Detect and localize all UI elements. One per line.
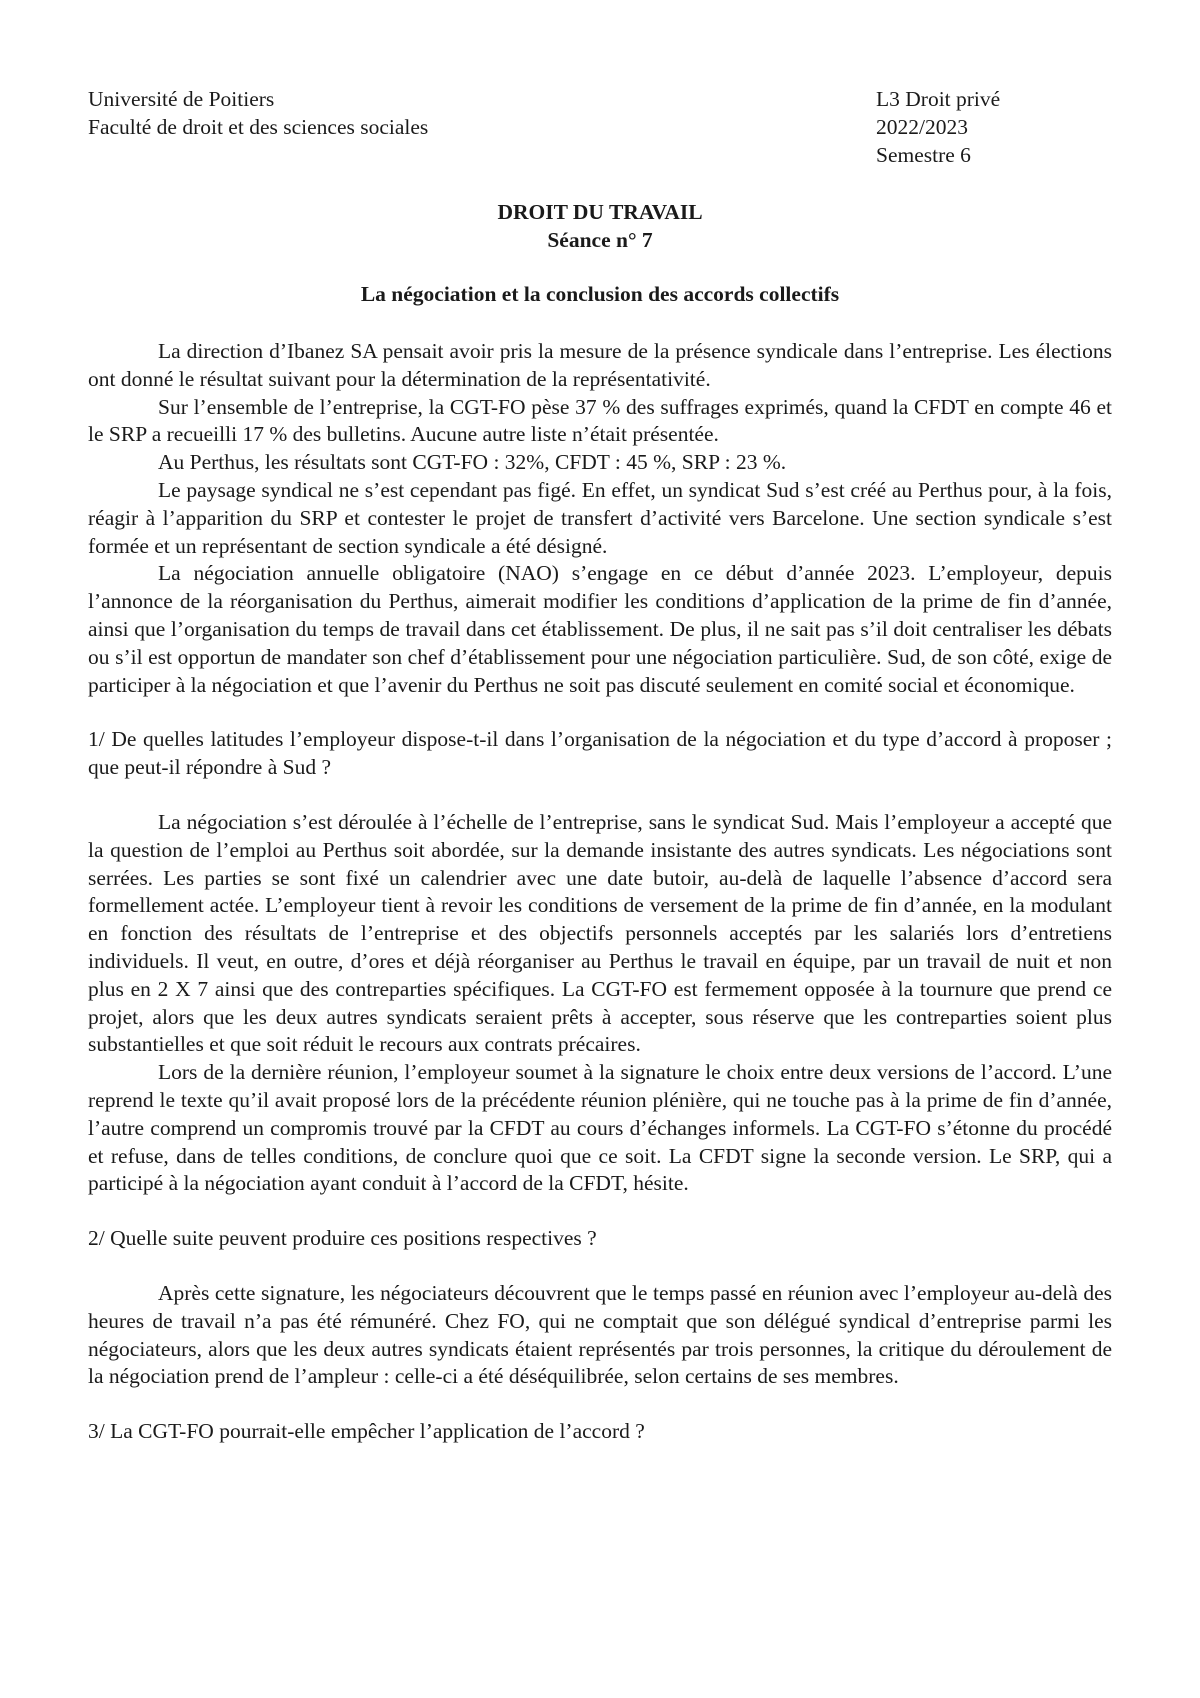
document-body (88, 338, 1112, 1473)
course-title: DROIT DU TRAVAIL (497, 200, 703, 224)
institution-block (88, 86, 428, 142)
document-header (88, 86, 1112, 170)
paragraph: La négociation s’est déroulée à l’échelle de l’entreprise, sans le syndicat Sud. Mais l’employeur a accepté que la question de l’emploi au Perthus soit abordée, sur la demande insistante des autres syndicats. Les négociations sont serrées. Les parties se sont fixé un calendrier avec une date butoir, au-delà de laquelle l’absence d’accord sera formellement actée. L’employeur tient à revoir les conditions de versement de la prime de fin d’année, en la modulant en fonction des résultats de l’entreprise et des objectifs personnels acceptés par les salariés lors d’entretiens individuels. Il veut, en outre, d’ores et déjà réorganiser au Perthus le travail en équipe, par un travail de nuit et non plus en 2 X 7 ainsi que des contreparties spécifiques. La CGT-FO est fermement opposée à la tournure que prend ce projet, alors que les deux autres syndicats seraient prêts à accepter, sous réserve que les contreparties soient plus substantielles et que soit réduit le recours aux contrats précaires. (88, 809, 1112, 1057)
session-number: Séance n° 7 (547, 228, 653, 252)
paragraph: Le paysage syndical ne s’est cependant pas figé. En effet, un syndicat Sud s’est créé au Perthus pour, à la fois, réagir à l’apparition du SRP et contester le projet de transfert d’activité vers Barcelone. Une section syndicale s’est formée et un représentant de section syndicale a été désigné. (88, 477, 1112, 558)
session-subject: La négociation et la conclusion des accords collectifs (360, 282, 840, 306)
paragraph: Lors de la dernière réunion, l’employeur soumet à la signature le choix entre deux versions de l’accord. L’une reprend le texte qu’il avait proposé lors de la précédente réunion plénière, qui ne touche pas à la prime de fin d’année, l’autre comprend un compromis trouvé par la CFDT au cours d’échanges informels. La CGT-FO s’étonne du procédé et refuse, dans de telles conditions, de conclure quoi que ce soit. La CFDT signe la seconde version. Le SRP, qui a participé à la négociation ayant conduit à l’accord de la CFDT, hésite. (88, 1060, 1112, 1196)
question-2: 2/ Quelle suite peuvent produire ces positions respectives ? (88, 1226, 597, 1251)
question-1: 1/ De quelles latitudes l’employeur dispose-t-il dans l’organisation de la négociation et du type d’accord à proposer ; que peut-il répondre à Sud ? (88, 727, 1112, 780)
faculty-name: Faculté de droit et des sciences sociales (88, 114, 429, 139)
university-name: Université de Poitiers (88, 87, 275, 111)
paragraph: La négociation annuelle obligatoire (NAO) s’engage en ce début d’année 2023. L’employeur, depuis l’annonce de la réorganisation du Perthus, aimerait modifier les conditions d’application de la prime de fin d’année, ainsi que l’organisation du temps de travail dans cet établissement. De plus, il ne sait pas s’il doit centraliser les débats ou s’il est opportun de mandater son chef d’établissement pour une négociation particulière. Sud, de son côté, exige de participer à la négociation et que l’avenir du Perthus ne soit pas discuté seulement en comité social et économique. (88, 561, 1112, 697)
program-level: L3 Droit privé (876, 87, 1001, 111)
paragraph: Au Perthus, les résultats sont CGT-FO : 32%, CFDT : 45 %, SRP : 23 %. (158, 450, 787, 475)
title-block (88, 198, 1112, 254)
course-info-block (876, 86, 1000, 169)
paragraph: La direction d’Ibanez SA pensait avoir pris la mesure de la présence syndicale dans l’entreprise. Les élections ont donné le résultat suivant pour la détermination de la représentativité. (88, 339, 1112, 391)
paragraph: Sur l’ensemble de l’entreprise, la CGT-FO pèse 37 % des suffrages exprimés, quand la CFDT en compte 46 et le SRP a recueilli 17 % des bulletins. Aucune autre liste n’était présentée. (88, 394, 1112, 447)
semester: Semestre 6 (876, 142, 971, 167)
question-3: 3/ La CGT-FO pourrait-elle empêcher l’application de l’accord ? (88, 1419, 645, 1444)
academic-year: 2022/2023 (876, 114, 968, 139)
paragraph: Après cette signature, les négociateurs découvrent que le temps passé en réunion avec l’employeur au-delà des heures de travail n’a pas été rémunéré. Chez FO, qui ne comptait que son délégué syndical d’entreprise parmi les négociateurs, alors que les deux autres syndicats étaient représentés par trois personnes, la critique du déroulement de la négociation prend de l’ampleur : celle-ci a été déséquilibrée, selon certains de ses membres. (88, 1280, 1112, 1389)
